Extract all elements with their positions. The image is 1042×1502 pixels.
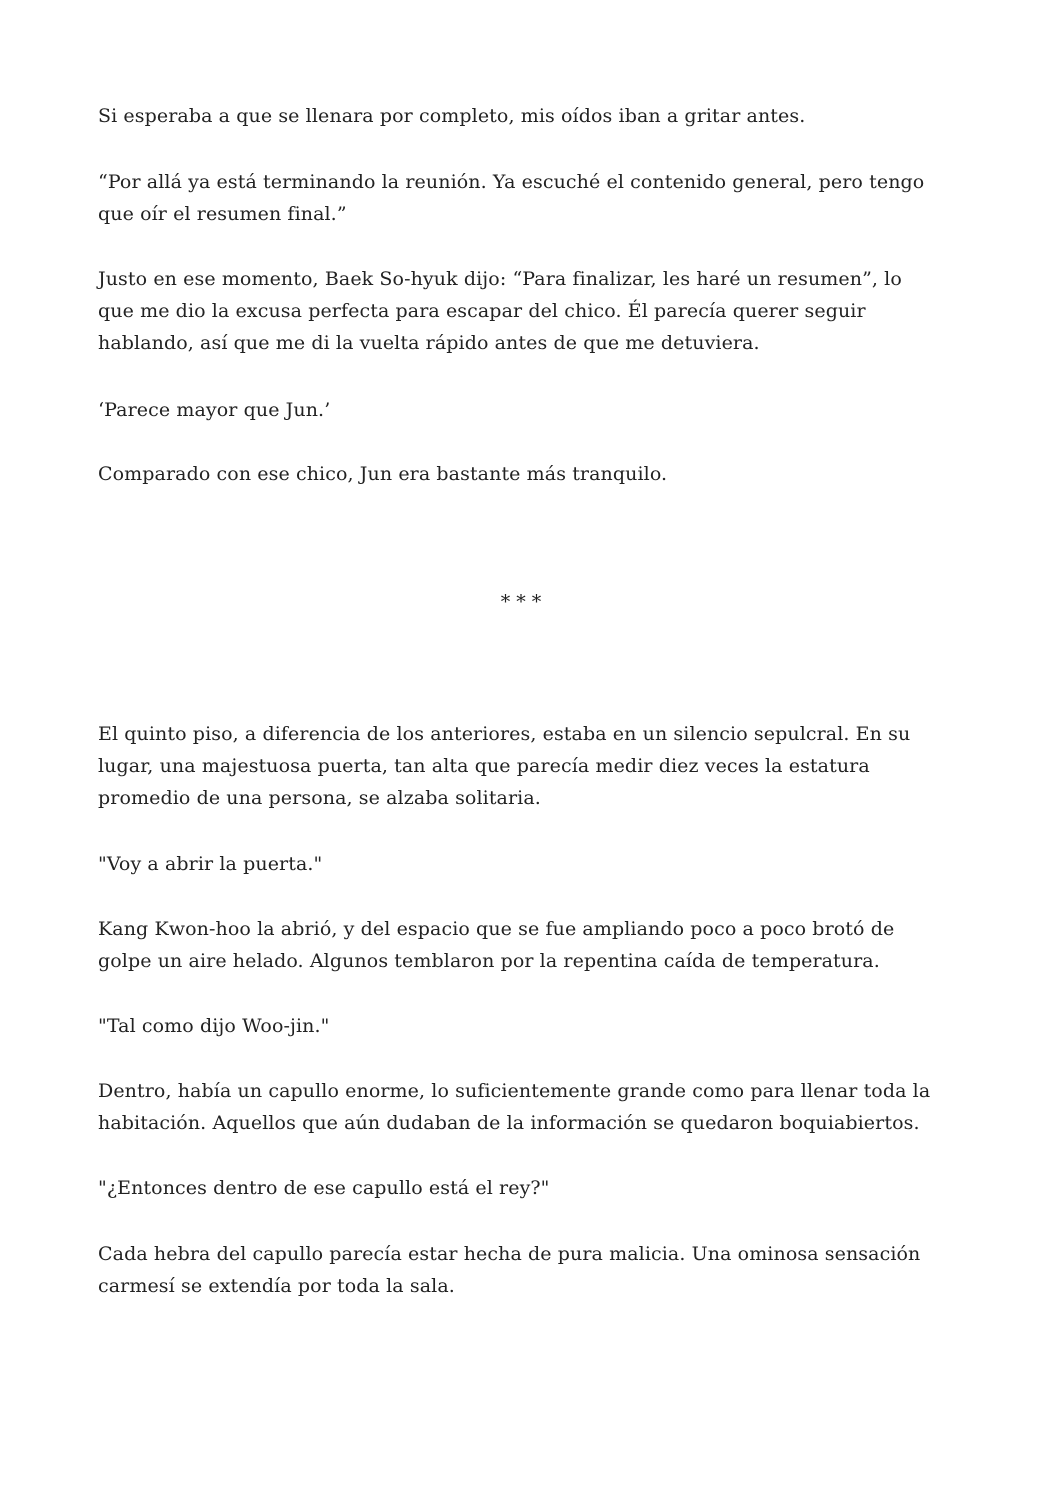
paragraph: Si esperaba a que se llenara por completo, mis oídos iban a gritar antes. [98,105,806,127]
paragraph: Kang Kwon-hoo la abrió, y del espacio que se fue ampliando poco a poco brotó de golpe un aire helado. Algunos temblaron por la repentina caída de temperatura. [98,918,895,972]
paragraph: Dentro, había un capullo enorme, lo suficientemente grande como para llenar toda la habitación. Aquellos que aún dudaban de la información se quedaron boquiabiertos. [98,1080,931,1134]
scene-break: * * * [500,591,542,613]
paragraph: Cada hebra del capullo parecía estar hecha de pura malicia. Una ominosa sensación carmesí se extendía por toda la sala. [98,1243,921,1297]
paragraph: “Por allá ya está terminando la reunión. Ya escuché el contenido general, pero tengo que oír el resumen final.” [98,171,925,225]
paragraph: El quinto piso, a diferencia de los anteriores, estaba en un silencio sepulcral. En su lugar, una majestuosa puerta, tan alta que parecía medir diez veces la estatura promedio de una persona, se alzaba solitaria. [98,723,911,809]
paragraph: ‘Parece mayor que Jun.’ [98,399,331,421]
paragraph: Comparado con ese chico, Jun era bastante más tranquilo. [98,463,668,485]
paragraph: "¿Entonces dentro de ese capullo está el rey?" [98,1177,550,1199]
paragraph: Justo en ese momento, Baek So-hyuk dijo: “Para finalizar, les haré un resumen”, lo que me dio la excusa perfecta para escapar del chico. Él parecía querer seguir hablando, así que me di la vuelta rápido antes de que me detuviera. [98,268,902,354]
paragraph: "Tal como dijo Woo-jin." [98,1015,330,1037]
paragraph: "Voy a abrir la puerta." [98,853,323,875]
